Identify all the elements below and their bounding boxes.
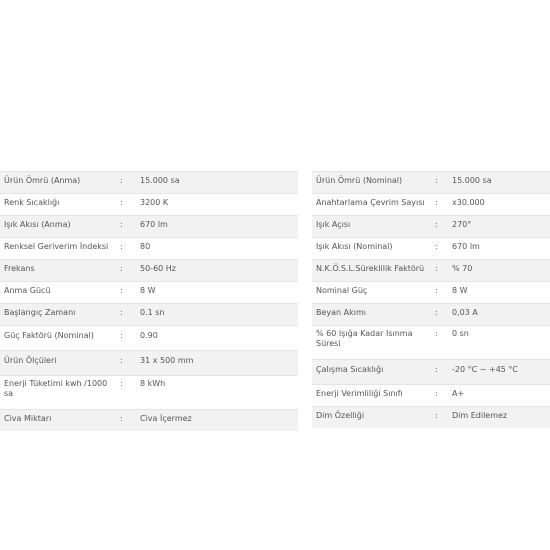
spec-separator: : — [114, 410, 136, 432]
spec-separator: : — [429, 216, 448, 238]
spec-separator: : — [429, 360, 448, 385]
spec-separator: : — [114, 282, 136, 304]
spec-value: Dim Edilemez — [448, 407, 550, 429]
spec-label: Nominal Güç — [312, 282, 429, 304]
spec-label: Ürün Ömrü (Nominal) — [312, 172, 429, 194]
table-row — [0, 351, 298, 376]
spec-label: Renksel Geriverim İndeksi — [0, 238, 114, 260]
spec-label: Ürün Ömrü (Anma) — [0, 172, 114, 194]
table-row — [312, 326, 550, 360]
spec-value: 8 W — [136, 282, 298, 304]
spec-label: Anma Gücü — [0, 282, 114, 304]
spec-separator: : — [114, 216, 136, 238]
spec-separator: : — [114, 376, 136, 410]
spec-label: Işık Akısı (Nominal) — [312, 238, 429, 260]
table-row — [312, 407, 550, 429]
spec-value: 50-60 Hz — [136, 260, 298, 282]
spec-value: 3200 K — [136, 194, 298, 216]
spec-value: 31 x 500 mm — [136, 351, 298, 376]
spec-label: Enerji Verimliliği Sınıfı — [312, 385, 429, 407]
spec-label: Güç Faktörü (Nominal) — [0, 326, 114, 351]
spec-value: x30.000 — [448, 194, 550, 216]
table-row — [0, 172, 298, 194]
spec-value: Civa İçermez — [136, 410, 298, 432]
spec-value: 8 kWh — [136, 376, 298, 410]
spec-separator: : — [429, 282, 448, 304]
spec-separator: : — [114, 304, 136, 326]
spec-separator: : — [114, 238, 136, 260]
table-row — [0, 326, 298, 351]
table-row — [312, 282, 550, 304]
spec-label: % 60 Işığa Kadar Isınma Süresi — [312, 326, 429, 360]
table-row — [312, 385, 550, 407]
spec-label: Frekans — [0, 260, 114, 282]
table-row — [312, 194, 550, 216]
spec-value: 0,03 A — [448, 304, 550, 326]
spec-label: Işık Açısı — [312, 216, 429, 238]
spec-separator: : — [429, 385, 448, 407]
table-row — [0, 260, 298, 282]
spec-value: 670 lm — [136, 216, 298, 238]
spec-value: 15.000 sa — [136, 172, 298, 194]
spec-separator: : — [114, 260, 136, 282]
spec-separator: : — [429, 238, 448, 260]
spec-label: Başlangıç Zamanı — [0, 304, 114, 326]
spec-value: 15.000 sa — [448, 172, 550, 194]
spec-value: 0 sn — [448, 326, 550, 360]
spec-label: Çalışma Sıcaklığı — [312, 360, 429, 385]
spec-separator: : — [429, 304, 448, 326]
spec-label: Ürün Ölçüleri — [0, 351, 114, 376]
table-row — [0, 238, 298, 260]
spec-separator: : — [429, 260, 448, 282]
table-row — [0, 282, 298, 304]
table-row — [312, 360, 550, 385]
spec-value: 670 lm — [448, 238, 550, 260]
table-row — [312, 260, 550, 282]
table-row — [312, 238, 550, 260]
table-row — [0, 216, 298, 238]
spec-label: Dim Özelliği — [312, 407, 429, 429]
spec-separator: : — [114, 326, 136, 351]
table-row — [0, 410, 298, 432]
spec-table-right — [312, 171, 550, 428]
spec-separator: : — [114, 194, 136, 216]
spec-value: -20 °C ~ +45 °C — [448, 360, 550, 385]
spec-value: 80 — [136, 238, 298, 260]
spec-separator: : — [114, 351, 136, 376]
spec-label: Işık Akısı (Anma) — [0, 216, 114, 238]
spec-value: 270° — [448, 216, 550, 238]
spec-separator: : — [429, 326, 448, 360]
spec-label: Enerji Tüketimi kwh /1000 sa — [0, 376, 114, 410]
spec-table-left — [0, 171, 298, 431]
spec-separator: : — [114, 172, 136, 194]
table-row — [0, 194, 298, 216]
spec-value: % 70 — [448, 260, 550, 282]
spec-label: Civa Miktarı — [0, 410, 114, 432]
table-row — [0, 304, 298, 326]
spec-label: Renk Sıcaklığı — [0, 194, 114, 216]
spec-value: A+ — [448, 385, 550, 407]
table-row — [0, 376, 298, 410]
table-row — [312, 216, 550, 238]
spec-value: 0.90 — [136, 326, 298, 351]
spec-separator: : — [429, 172, 448, 194]
table-row — [312, 304, 550, 326]
spec-value: 0.1 sn — [136, 304, 298, 326]
spec-separator: : — [429, 407, 448, 429]
table-row — [312, 172, 550, 194]
spec-label: N.K.Ö.S.L.Süreklilik Faktörü — [312, 260, 429, 282]
spec-label: Beyan Akımı — [312, 304, 429, 326]
spec-value: 8 W — [448, 282, 550, 304]
spec-separator: : — [429, 194, 448, 216]
spec-label: Anahtarlama Çevrim Sayısı — [312, 194, 429, 216]
